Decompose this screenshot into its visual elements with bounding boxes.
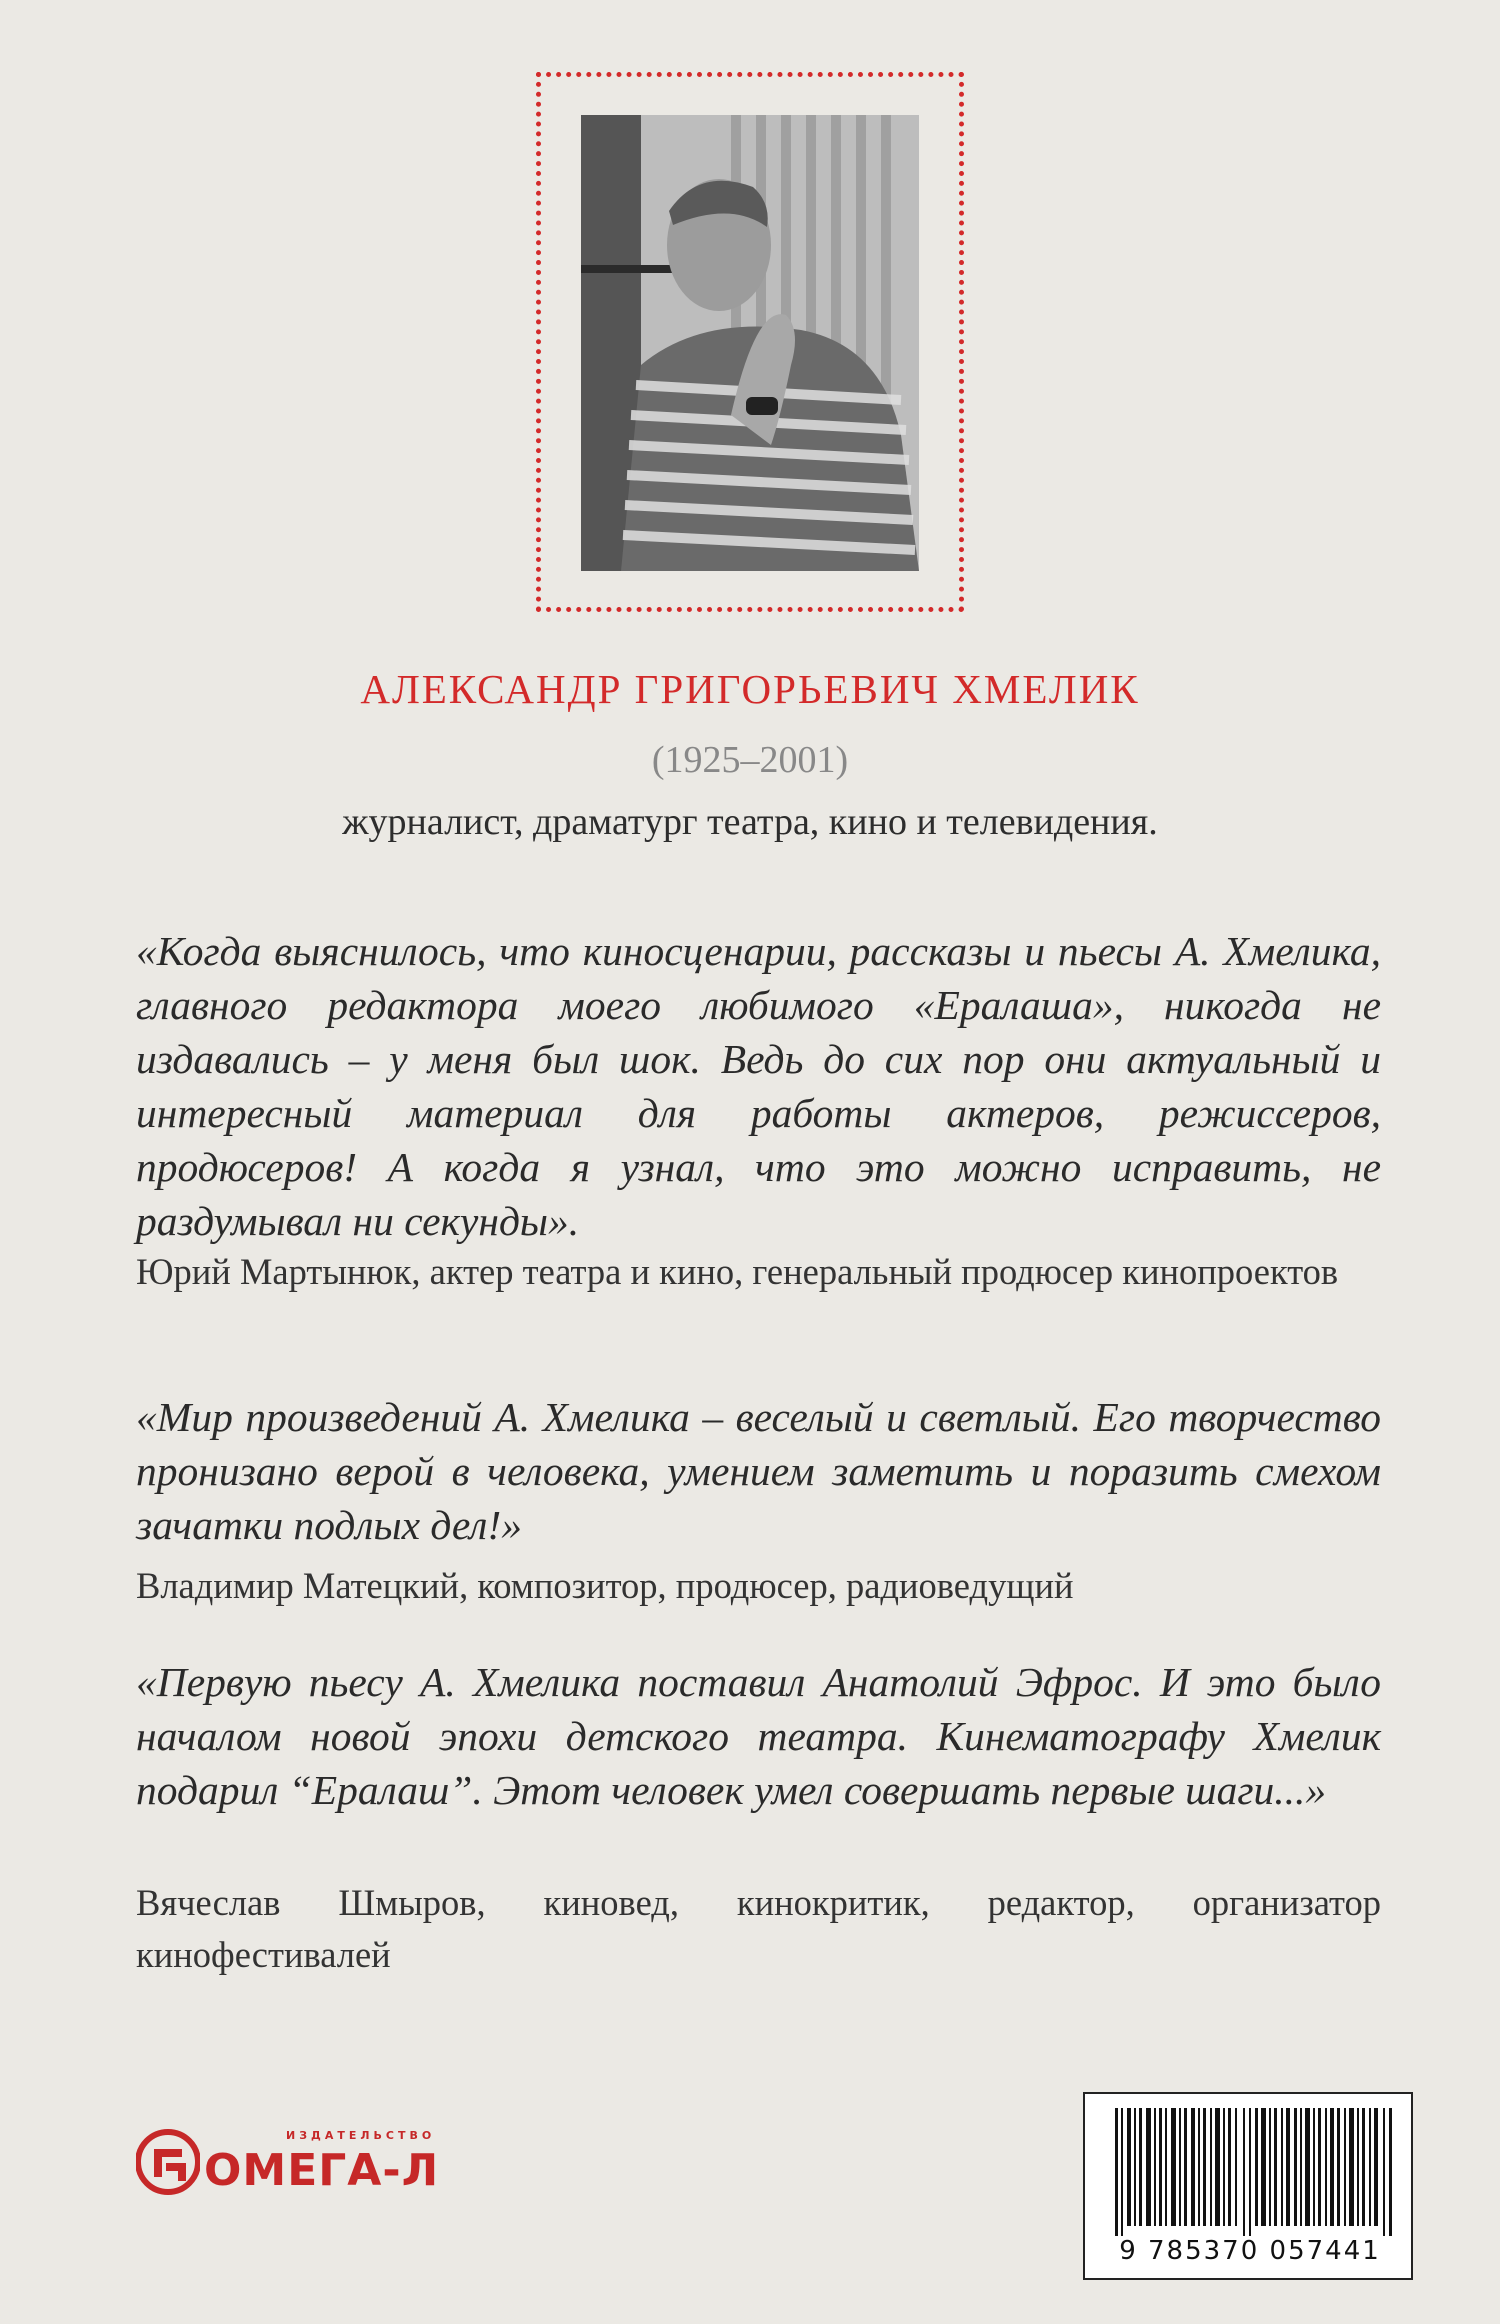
barcode-digits: 9 785370 057441 — [1119, 2236, 1381, 2266]
author-photo-image — [581, 115, 919, 571]
publisher-logo — [136, 2125, 496, 2205]
author-profession: журналист, драматург театра, кино и телевидения. — [342, 801, 1158, 843]
quote-attribution: Вячеслав Шмыров, киновед, кинокритик, редактор, организатор кинофестивалей — [136, 1882, 1381, 1975]
publisher-emblem-icon — [136, 2129, 200, 2195]
quote-text: «Когда выяснилось, что киносценарии, рассказы и пьесы А. Хмелика, главного редактора моего любимого «Ералаша», никогда не издавались – у меня был шок. Ведь до сих пор они актуальный и интересный материал для работы актеров, режиссеров, продюсеров! А когда я узнал, что это можно исправить, не раздумывал ни секунды». — [136, 928, 1381, 1244]
author-photo — [581, 115, 919, 571]
publisher-small-label: ИЗДАТЕЛЬСТВО — [286, 2129, 436, 2142]
author-years: (1925–2001) — [651, 739, 849, 781]
quote-text: «Первую пьесу А. Хмелика поставил Анатолий Эфрос. И это было началом новой эпохи детского театра. Кинематографу Хмелик подарил “Ералаш”. Этот человек умел совершать первые шаги...» — [136, 1659, 1381, 1813]
author-photo-frame — [536, 72, 964, 612]
barcode — [1083, 2092, 1413, 2280]
quote-attribution: Юрий Мартынюк, актер театра и кино, генеральный продюсер кинопроектов — [136, 1251, 1339, 1292]
quote-attribution: Владимир Матецкий, композитор, продюсер, радиоведущий — [136, 1565, 1074, 1606]
author-name: АЛЕКСАНДР ГРИГОРЬЕВИЧ ХМЕЛИК — [360, 666, 1140, 712]
barcode-bars — [1115, 2108, 1397, 2236]
quote-text: «Мир произведений А. Хмелика – веселый и светлый. Его творчество пронизано верой в человека, умением заметить и поразить смехом зачатки подлых дел!» — [136, 1394, 1381, 1548]
publisher-name: ОМЕГА-Л — [204, 2145, 440, 2196]
